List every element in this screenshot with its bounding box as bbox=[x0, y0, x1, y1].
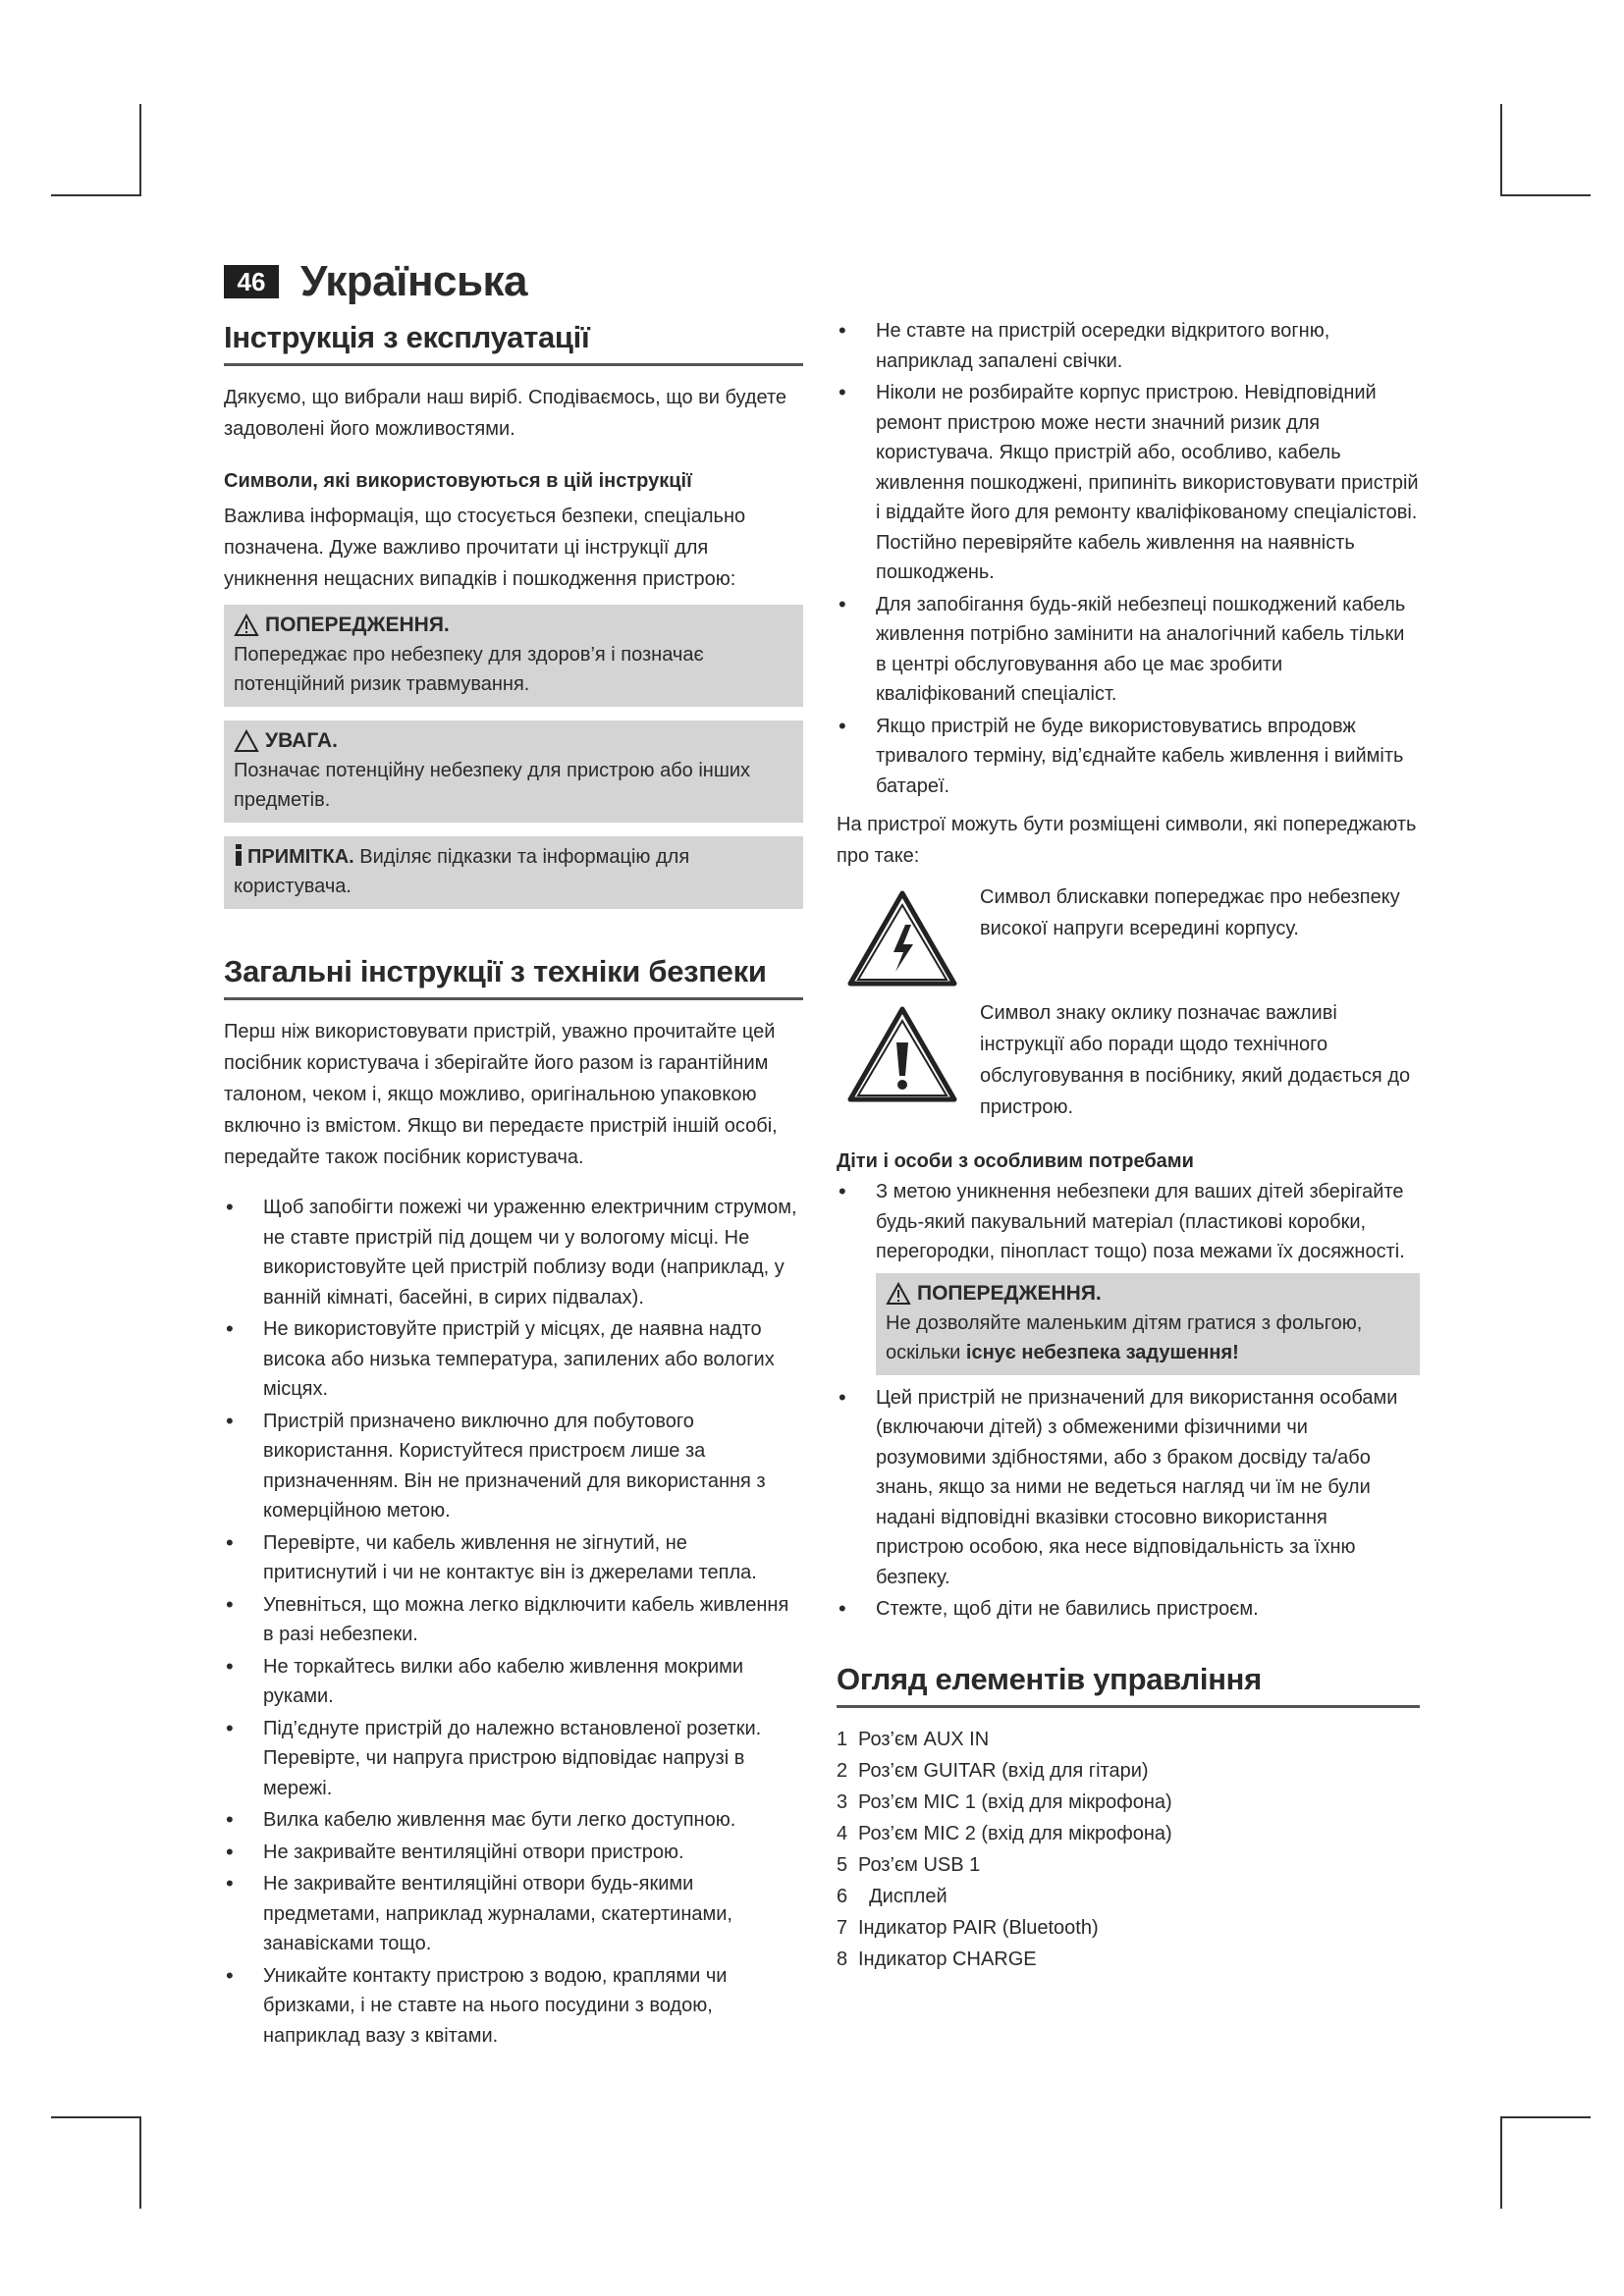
list-item: • Не торкайтесь вилки або кабелю живлення мокрими руками. bbox=[224, 1652, 803, 1712]
left-column bbox=[224, 314, 803, 2053]
exclamation-symbol-row bbox=[837, 997, 1420, 1123]
list-item: • Якщо пристрій не буде використовуватись впродовж тривалого терміну, від’єднайте кабель живлення і вийміть батареї. bbox=[837, 712, 1420, 802]
symbols-intro: На пристрої можуть бути розміщені символи, які попереджають про таке: bbox=[837, 814, 1417, 867]
warning-text: Попереджає про небезпеку для здоров’я і позначає потенційний ризик травмування. bbox=[234, 644, 704, 695]
crop-mark bbox=[1500, 104, 1502, 196]
list-item: 7 Індикатор PAIR (Bluetooth) bbox=[837, 1916, 1099, 1939]
caution-title: УВАГА. bbox=[265, 729, 338, 752]
caution-box bbox=[224, 721, 803, 823]
list-item: • Не ставте на пристрій осередки відкритого вогню, наприклад запалені свічки. bbox=[837, 316, 1420, 376]
list-item: • Перевірте, чи кабель живлення не зігнутий, не притиснутий і чи не контактує він із джерелами тепла. bbox=[224, 1528, 803, 1588]
controls-list bbox=[837, 1724, 1420, 1975]
list-item: 3 Роз’єм MIC 1 (вхід для мікрофона) bbox=[837, 1790, 1172, 1813]
list-item: • Уникайте контакту пристрою з водою, краплями чи бризками, і не ставте на нього посудини з водою, наприклад вазу з квітами. bbox=[224, 1961, 803, 2052]
warning-title: ПОПЕРЕДЖЕННЯ. bbox=[265, 614, 450, 636]
crop-mark bbox=[51, 194, 141, 196]
list-item: • Цей пристрій не призначений для використання особами (включаючи дітей) з обмеженими фізичними чи розумовими здібностями, або з браком досвіду та/або знань, якщо за ними не ведеться нагляд чи їм не були надані відповідні вказівки стосовно використання пристрою особою, яка несе відповідальність за їхню безпеку. bbox=[837, 1383, 1420, 1593]
exclamation-text: Символ знаку оклику позначає важливі інструкції або поради щодо технічного обслуговування в посібнику, який додається до пристрою. bbox=[980, 1002, 1411, 1118]
list-item: • Під’єднуте пристрій до належно встановленої розетки. Перевірте, чи напруга пристрою відповідає напрузі в мережі. bbox=[224, 1714, 803, 1804]
heading-symbols: Символи, які використовуються в цій інструкції bbox=[224, 470, 692, 492]
note-text: Виділяє підказки та інформацію для користувача. bbox=[234, 846, 690, 897]
children-warning-bold: існує небезпека задушення! bbox=[965, 1341, 1239, 1363]
symbols-text: Важлива інформація, що стосується безпеки, спеціально позначена. Дуже важливо прочитати ці інструкції для уникнення нещасних випадків і пошкодження пристрою: bbox=[224, 506, 746, 590]
list-item: 2 Роз’єм GUITAR (вхід для гітари) bbox=[837, 1759, 1149, 1782]
list-item: • Стежте, щоб діти не бавились пристроєм. bbox=[837, 1594, 1420, 1625]
list-item: 6 Дисплей bbox=[837, 1885, 947, 1907]
list-item: • Не закривайте вентиляційні отвори пристрою. bbox=[224, 1838, 803, 1868]
children-list-2 bbox=[837, 1383, 1420, 1625]
list-item: • Ніколи не розбирайте корпус пристрою. Невідповідний ремонт пристрою може нести значний ризик для користувача. Якщо пристрій або, особливо, кабель живлення пошкоджені, припиніть використовувати пристрій і віддайте його для ремонту кваліфікованому спеціалістові. Постійно перевіряйте кабель живлення на наявність пошкоджень. bbox=[837, 378, 1420, 588]
children-warning-text: Не дозволяйте маленьким дітям гратися з фольгою, оскільки bbox=[886, 1311, 1363, 1363]
caution-text: Позначає потенційну небезпеку для пристрою або інших предметів. bbox=[234, 760, 751, 811]
crop-mark bbox=[1500, 2116, 1502, 2209]
list-item: • З метою уникнення небезпеки для ваших дітей зберігайте будь-який пакувальний матеріал (пластикові коробки, перегородки, пінопласт тощо) поза межами їх досяжності. bbox=[837, 1177, 1420, 1267]
lightning-symbol-row bbox=[837, 881, 1420, 989]
warning-triangle-icon bbox=[886, 1282, 911, 1306]
crop-mark bbox=[1500, 194, 1591, 196]
heading-controls: Огляд елементів управління bbox=[837, 1656, 1420, 1708]
list-item: • Пристрій призначено виключно для побутового використання. Користуйтеся пристроєм лише за призначенням. Він не призначений для використання з комерційною метою. bbox=[224, 1407, 803, 1526]
crop-mark bbox=[139, 104, 141, 196]
note-box bbox=[224, 836, 803, 909]
safety-list-continued bbox=[837, 316, 1420, 801]
safety-intro: Перш ніж використовувати пристрій, уважно прочитайте цей посібник користувача і зберігайте його разом із гарантійним талоном, чеком і, якщо можливо, оригінальною упаковкою включно із вмістом. Якщо ви передаєте пристрій іншій особі, передайте також посібник користувача. bbox=[224, 1021, 778, 1168]
language-title: Українська bbox=[300, 257, 528, 305]
crop-mark bbox=[139, 2116, 141, 2209]
caution-triangle-icon bbox=[234, 729, 259, 753]
page-number: 46 bbox=[224, 265, 279, 298]
list-item: • Для запобігання будь-якій небезпеці пошкоджений кабель живлення потрібно замінити на аналогічний кабель тільки в центрі обслуговування або це має зробити кваліфікований спеціаліст. bbox=[837, 590, 1420, 710]
heading-safety: Загальні інструкції з техніки безпеки bbox=[224, 948, 803, 1000]
heading-instructions: Інструкція з експлуатації bbox=[224, 314, 803, 366]
heading-children: Діти і особи з особливим потребами bbox=[837, 1150, 1194, 1172]
crop-mark bbox=[1500, 2116, 1591, 2118]
safety-list bbox=[224, 1193, 803, 2051]
warning-triangle-icon bbox=[234, 614, 259, 637]
crop-mark bbox=[51, 2116, 141, 2118]
list-item: • Щоб запобігти пожежі чи ураженню електричним струмом, не ставте пристрій під дощем чи у вологому місці. Не використовуйте цей пристрій поблизу води (наприклад, у ванній кімнаті, басейні, в сирих підвалах). bbox=[224, 1193, 803, 1312]
children-warning-title: ПОПЕРЕДЖЕННЯ. bbox=[917, 1281, 1102, 1305]
children-list bbox=[837, 1177, 1420, 1267]
lightning-text: Символ блискавки попереджає про небезпеку високої напруги всередині корпусу. bbox=[980, 886, 1400, 939]
list-item: 8 Індикатор CHARGE bbox=[837, 1948, 1037, 1970]
intro-text: Дякуємо, що вибрали наш виріб. Сподіваємось, що ви будете задоволені його можливостями. bbox=[224, 387, 787, 440]
list-item: • Упевніться, що можна легко відключити кабель живлення в разі небезпеки. bbox=[224, 1590, 803, 1650]
list-item: • Вилка кабелю живлення має бути легко доступною. bbox=[224, 1805, 803, 1836]
lightning-warning-icon bbox=[844, 887, 960, 989]
right-column bbox=[837, 316, 1420, 1975]
page-header bbox=[224, 257, 527, 306]
exclamation-warning-icon bbox=[844, 1003, 960, 1105]
list-item: • Не закривайте вентиляційні отвори будь-якими предметами, наприклад журналами, скатертинами, занавісками тощо. bbox=[224, 1869, 803, 1959]
warning-box bbox=[224, 605, 803, 707]
children-warning-box bbox=[876, 1273, 1420, 1375]
list-item: • Не використовуйте пристрій у місцях, де наявна надто висока або низька температура, запилених або вологих місцях. bbox=[224, 1314, 803, 1405]
list-item: 4 Роз’єм MIC 2 (вхід для мікрофона) bbox=[837, 1822, 1172, 1844]
note-title: ПРИМІТКА. bbox=[247, 846, 354, 868]
info-icon bbox=[234, 844, 244, 866]
list-item: 1 Роз’єм AUX IN bbox=[837, 1728, 990, 1750]
list-item: 5 Роз’єм USB 1 bbox=[837, 1853, 981, 1876]
